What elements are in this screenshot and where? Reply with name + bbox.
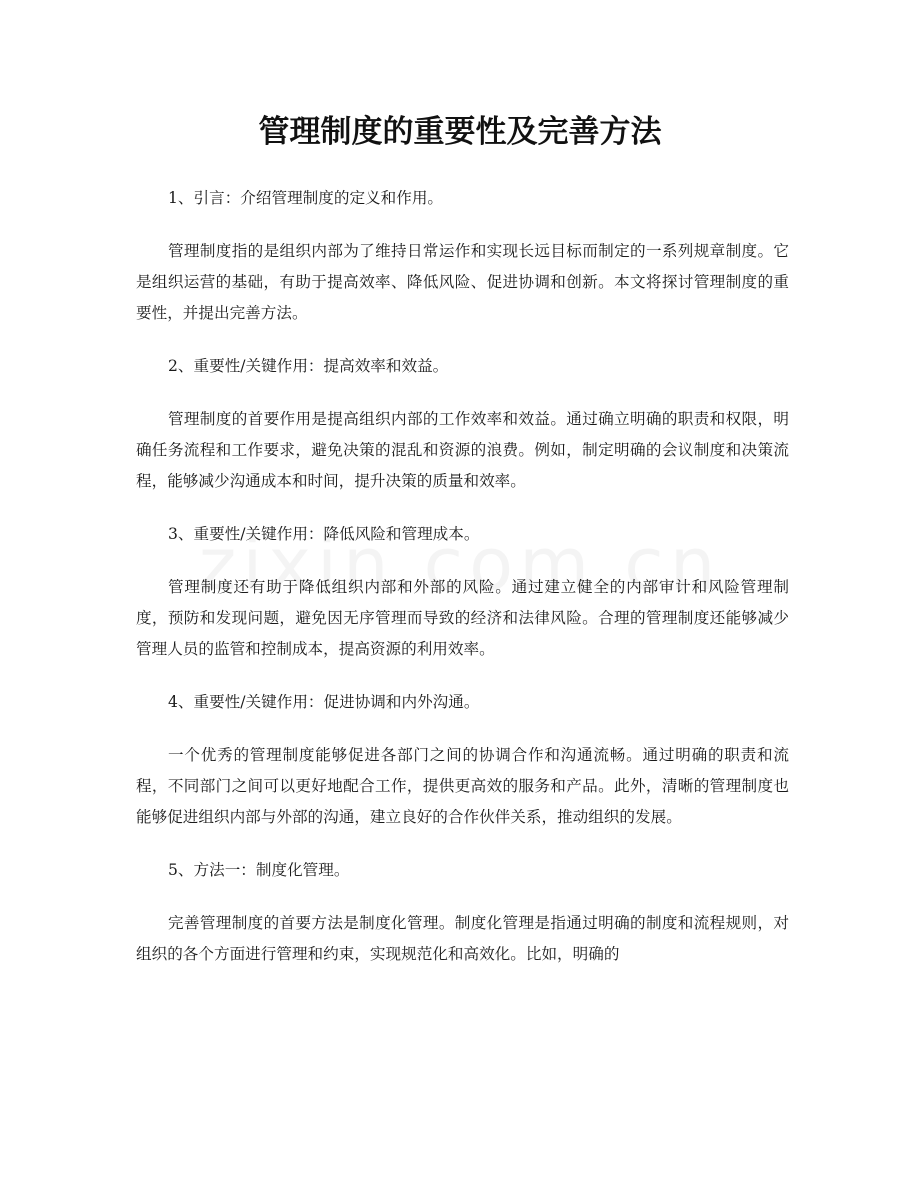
section-paragraph-1: 管理制度指的是组织内部为了维持日常运作和实现长远目标而制定的一系列规章制度。它是组织运营的基础，有助于提高效率、降低风险、促进协调和创新。本文将探讨管理制度的重要性，并提出完善方法。 bbox=[136, 242, 789, 322]
section-heading-1: 1、引言：介绍管理制度的定义和作用。 bbox=[168, 189, 444, 207]
section-paragraph-3: 管理制度还有助于降低组织内部和外部的风险。通过建立健全的内部审计和风险管理制度，预防和发现问题，避免因无序管理而导致的经济和法律风险。合理的管理制度还能够减少管理人员的监管和控制成本，提高资源的利用效率。 bbox=[136, 578, 789, 658]
section-paragraph-5: 完善管理制度的首要方法是制度化管理。制度化管理是指通过明确的制度和流程规则，对组织的各个方面进行管理和约束，实现规范化和高效化。比如，明确的 bbox=[136, 914, 789, 963]
section-heading-3: 3、重要性/关键作用：降低风险和管理成本。 bbox=[168, 525, 480, 543]
document-title: 管理制度的重要性及完善方法 bbox=[258, 114, 662, 150]
section-heading-4: 4、重要性/关键作用：促进协调和内外沟通。 bbox=[168, 693, 480, 711]
section-paragraph-4: 一个优秀的管理制度能够促进各部门之间的协调合作和沟通流畅。通过明确的职责和流程，不同部门之间可以更好地配合工作，提供更高效的服务和产品。此外，清晰的管理制度也能够促进组织内部与外部的沟通，建立良好的合作伙伴关系，推动组织的发展。 bbox=[136, 746, 789, 826]
section-paragraph-2: 管理制度的首要作用是提高组织内部的工作效率和效益。通过确立明确的职责和权限，明确任务流程和工作要求，避免决策的混乱和资源的浪费。例如，制定明确的会议制度和决策流程，能够减少沟通成本和时间，提升决策的质量和效率。 bbox=[136, 410, 789, 490]
section-heading-2: 2、重要性/关键作用：提高效率和效益。 bbox=[168, 357, 449, 375]
document-body bbox=[136, 183, 789, 992]
section-heading-5: 5、方法一：制度化管理。 bbox=[168, 861, 350, 879]
